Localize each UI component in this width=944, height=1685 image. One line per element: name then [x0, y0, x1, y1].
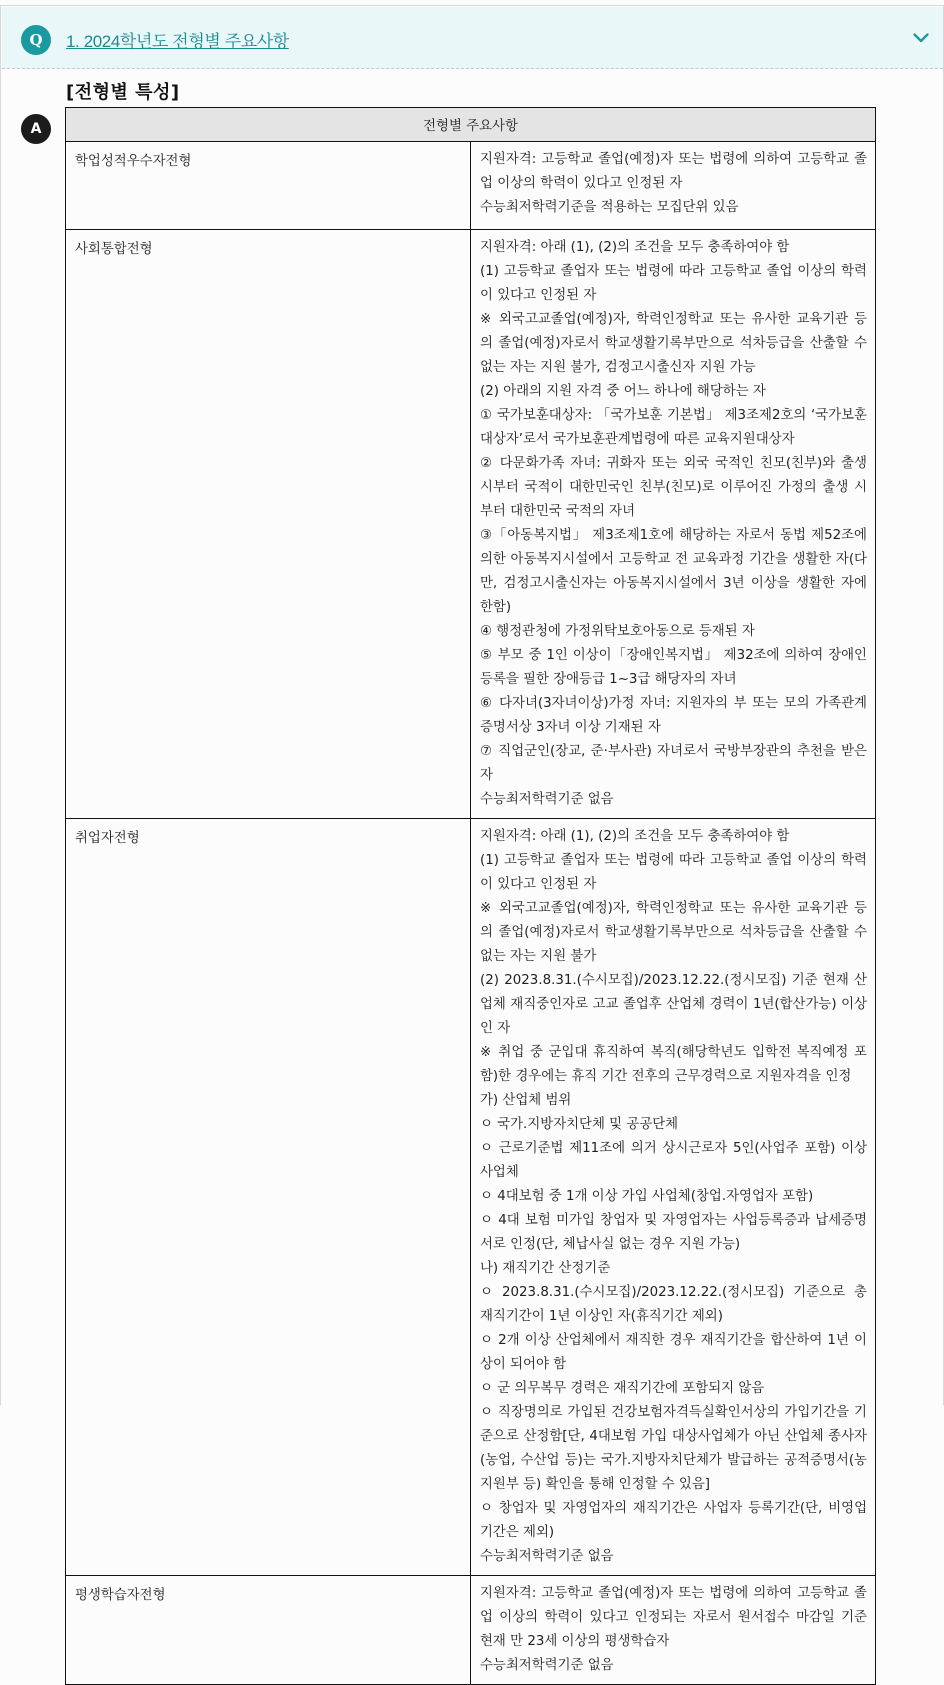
detail-line: (2) 아래의 지원 자격 중 어느 하나에 해당하는 자 — [480, 384, 766, 399]
detail-line: 지원자격: 아래 (1), (2)의 조건을 모두 충족하여야 함 — [480, 829, 790, 844]
table-row — [66, 1576, 876, 1685]
detail-line: 지원자격: 아래 (1), (2)의 조건을 모두 충족하여야 함 — [480, 240, 790, 255]
table-row — [66, 142, 876, 230]
question-title-link[interactable]: 1. 2024학년도 전형별 주요사항 — [66, 32, 289, 51]
detail-line: ㅇ 군 의무복무 경력은 재직기간에 포함되지 않음 — [480, 1381, 765, 1396]
admission-type-cell: 취업자전형 — [66, 819, 471, 1576]
detail-line: ① 국가보훈대상자: 「국가보훈 기본법」 제3조제2호의 ‘국가보훈대상자’로서 국가보훈관계법령에 따른 교육지원대상자 — [480, 408, 867, 447]
detail-line: ㅇ 4대보험 중 1개 이상 가입 사업체(창업.자영업자 포함) — [480, 1189, 814, 1204]
chevron-down-icon[interactable] — [913, 33, 929, 43]
detail-line: ㅇ 4대 보험 미가입 창업자 및 자영업자는 사업등록증과 납세증명서로 인정(단, 체납사실 없는 경우 지원 가능) — [480, 1213, 867, 1252]
detail-line: 나) 재직기간 산정기준 — [480, 1261, 611, 1276]
question-badge-icon: Q — [21, 25, 51, 55]
table-row — [66, 819, 876, 1576]
detail-line: ㅇ 2023.8.31.(수시모집)/2023.12.22.(정시모집) 기준으로 총 재직기간이 1년 이상인 자(휴직기간 제외) — [480, 1285, 867, 1324]
section-title: [전형별 특성] — [66, 82, 180, 103]
detail-line: 수능최저학력기준 없음 — [480, 792, 614, 807]
admission-details-cell — [471, 230, 876, 819]
detail-line: 가) 산업체 범위 — [480, 1093, 572, 1108]
detail-line: ⑥ 다자녀(3자녀이상)가정 자녀: 지원자의 부 또는 모의 가족관계증명서상 3자녀 이상 기재된 자 — [480, 696, 867, 735]
answer-badge-icon: A — [21, 114, 51, 144]
detail-line: ㅇ 근로기준법 제11조에 의거 상시근로자 5인(사업주 포함) 이상 사업체 — [480, 1141, 867, 1180]
detail-line: ⑦ 직업군인(장교, 준·부사관) 자녀로서 국방부장관의 추천을 받은 자 — [480, 744, 867, 783]
question-header[interactable] — [2, 7, 943, 69]
detail-line: (1) 고등학교 졸업자 또는 법령에 따라 고등학교 졸업 이상의 학력이 있다고 인정된 자 — [480, 853, 867, 892]
detail-line: ※ 취업 중 군입대 휴직하여 복직(해당학년도 입학전 복직예정 포함)한 경우에는 휴직 기간 전후의 근무경력으로 지원자격을 인정 — [480, 1045, 867, 1084]
admission-details-cell — [471, 819, 876, 1576]
detail-line: ㅇ 직장명의로 가입된 건강보험자격득실확인서상의 가입기간을 기준으로 산정함[단, 4대보험 가입 대상사업체가 아닌 산업체 종사자(농업, 수산업 등)는 국가.지방자치단체가 발급하는 공적증명서(농지원부 등) 확인을 통해 인정할 수 있음] — [480, 1405, 867, 1492]
detail-line: ② 다문화가족 자녀: 귀화자 또는 외국 국적인 친모(친부)와 출생 시부터 국적이 대한민국인 친부(친모)로 이루어진 가정의 출생 시부터 대한민국 국적의 자녀 — [480, 456, 867, 519]
detail-line: ㅇ 창업자 및 자영업자의 재직기간은 사업자 등록기간(단, 비영업 기간은 제외) — [480, 1501, 867, 1540]
admission-type-cell: 평생학습자전형 — [66, 1576, 471, 1685]
admission-type-cell: 학업성적우수자전형 — [66, 142, 471, 230]
detail-line: ※ 외국고교졸업(예정)자, 학력인정학교 또는 유사한 교육기관 등의 졸업(예정)자로서 학교생활기록부만으로 석차등급을 산출할 수 없는 자는 지원 불가, 검정고시출신자 지원 가능 — [480, 312, 867, 375]
detail-line: ㅇ 국가.지방자치단체 및 공공단체 — [480, 1117, 679, 1132]
detail-line: (2) 2023.8.31.(수시모집)/2023.12.22.(정시모집) 기준 현재 산업체 재직중인자로 고교 졸업후 산업체 경력이 1년(합산가능) 이상인 자 — [480, 973, 867, 1036]
admission-type-cell: 사회통합전형 — [66, 230, 471, 819]
detail-line: (1) 고등학교 졸업자 또는 법령에 따라 고등학교 졸업 이상의 학력이 있다고 인정된 자 — [480, 264, 867, 303]
detail-line: 지원자격: 고등학교 졸업(예정)자 또는 법령에 의하여 고등학교 졸업 이상의 학력이 있다고 인정된 자 — [480, 152, 867, 191]
detail-line: ㅇ 2개 이상 산업체에서 재직한 경우 재직기간을 합산하여 1년 이상이 되어야 함 — [480, 1333, 867, 1372]
table-row — [66, 230, 876, 819]
detail-line: 수능최저학력기준 없음 — [480, 1658, 614, 1673]
detail-line: 수능최저학력기준 없음 — [480, 1549, 614, 1564]
detail-line: 수능최저학력기준을 적용하는 모집단위 있음 — [480, 200, 739, 215]
detail-line: ③「아동복지법」 제3조제1호에 해당하는 자로서 동법 제52조에 의한 아동복지시설에서 고등학교 전 교육과정 기간을 생활한 자(다만, 검정고시출신자는 아동복지시설에서 3년 이상을 생활한 자에 한함) — [480, 528, 867, 615]
detail-line: ④ 행정관청에 가정위탁보호아동으로 등재된 자 — [480, 624, 755, 639]
detail-line: ⑤ 부모 중 1인 이상이「장애인복지법」 제32조에 의하여 장애인 등록을 필한 장애등급 1~3급 해당자의 자녀 — [480, 648, 867, 687]
detail-line: ※ 외국고교졸업(예정)자, 학력인정학교 또는 유사한 교육기관 등의 졸업(예정)자로서 학교생활기록부만으로 석차등급을 산출할 수 없는 자는 지원 불가 — [480, 901, 867, 964]
table-header: 전형별 주요사항 — [66, 108, 876, 142]
admission-details-cell — [471, 1576, 876, 1685]
admission-types-table — [65, 107, 876, 1685]
faq-accordion-item — [0, 5, 944, 1673]
admission-details-cell — [471, 142, 876, 230]
detail-line: 지원자격: 고등학교 졸업(예정)자 또는 법령에 의하여 고등학교 졸업 이상의 학력이 있다고 인정되는 자로서 원서접수 마감일 기준 현재 만 23세 이상의 평생학습자 — [480, 1586, 867, 1649]
